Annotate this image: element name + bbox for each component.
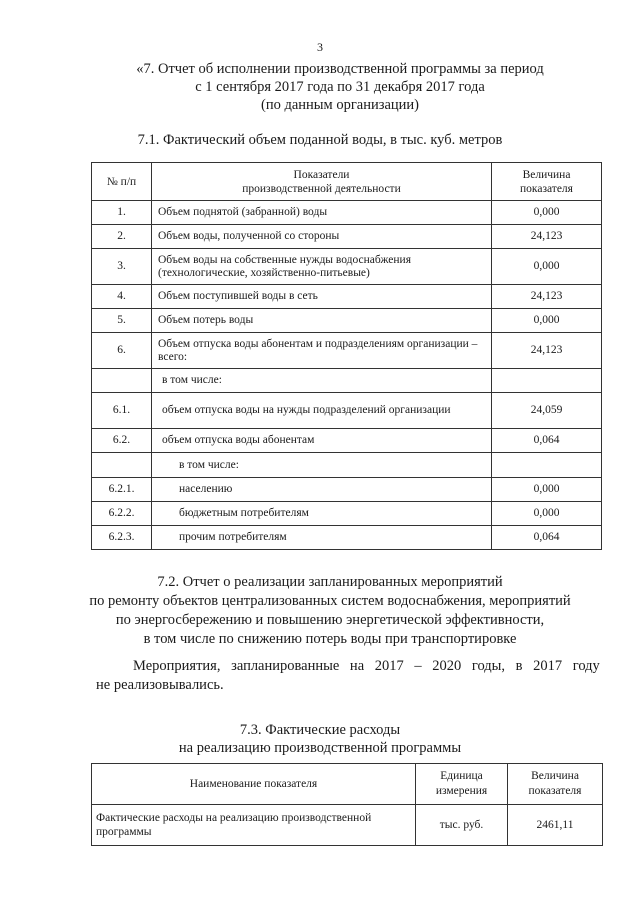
section-7-2-title-line-4: в том числе по снижению потерь воды при транспортировке [143, 631, 517, 647]
heading-line-3: (по данным организации) [260, 97, 419, 113]
row-num [92, 369, 152, 393]
row-value: 0,064 [492, 429, 602, 453]
row-value: 0,000 [492, 502, 602, 526]
water-volume-table [91, 162, 602, 550]
header-value [508, 764, 603, 805]
header-value [492, 163, 602, 201]
section-7-2-title [60, 573, 600, 649]
row-label: Фактические расходы на реализацию производственной программы [92, 805, 416, 846]
header-num: № п/п [92, 163, 152, 201]
section-7-2-title-line-3: по энергосбережению и повышению энергетической эффективности, [115, 612, 545, 628]
header-value-line-2: показателя [520, 182, 573, 195]
row-num: 6.2.2. [92, 502, 152, 526]
table-row [92, 502, 602, 526]
header-value-line-1: Величина [531, 770, 579, 782]
section-7-3-title-line-2: на реализацию производственной программы [178, 740, 462, 756]
row-num: 6. [92, 333, 152, 369]
row-value: 2461,11 [508, 805, 603, 846]
row-value: 24,123 [492, 225, 602, 249]
row-value: 24,123 [492, 333, 602, 369]
table-row [92, 285, 602, 309]
row-label: в том числе: [152, 453, 492, 478]
row-num: 6.1. [92, 393, 152, 429]
section-7-1-title: 7.1. Фактический объем поданной воды, в тыс. куб. метров [137, 132, 503, 148]
section-7-3-title [0, 721, 640, 757]
row-value: 0,000 [492, 478, 602, 502]
table-row [92, 805, 603, 846]
table-row [92, 333, 602, 369]
row-value [492, 453, 602, 478]
header-value-line-1: Величина [522, 168, 571, 181]
row-label: Объем воды, полученной со стороны [152, 225, 492, 249]
header-unit [416, 764, 508, 805]
row-num: 5. [92, 309, 152, 333]
row-num: 2. [92, 225, 152, 249]
table-row [92, 453, 602, 478]
row-label: Объем воды на собственные нужды водоснабжения (технологические, хозяйственно-питьевые) [152, 249, 492, 285]
row-value: 0,064 [492, 526, 602, 550]
row-label: Объем отпуска воды абонентам и подразделениям организации – всего: [152, 333, 492, 369]
row-label: прочим потребителям [152, 526, 492, 550]
section-7-2-title-line-2: по ремонту объектов централизованных систем водоснабжения, мероприятий [89, 593, 571, 609]
row-label: Объем поступившей воды в сеть [152, 285, 492, 309]
table-row [92, 369, 602, 393]
row-num: 1. [92, 201, 152, 225]
row-value: 0,000 [492, 201, 602, 225]
table-header-row [92, 764, 603, 805]
paragraph-line-1: Мероприятия, запланированные на 2017 – 2020 годы, в 2017 году [133, 658, 600, 674]
paragraph-line-2: не реализовывались. [96, 677, 224, 693]
table-row [92, 393, 602, 429]
header-unit-line-2: измерения [435, 785, 488, 797]
row-value: 0,000 [492, 249, 602, 285]
row-num: 3. [92, 249, 152, 285]
row-num [92, 453, 152, 478]
row-label: населению [152, 478, 492, 502]
section-7-3-title-line-1: 7.3. Фактические расходы [239, 722, 401, 738]
row-value: 24,059 [492, 393, 602, 429]
row-unit: тыс. руб. [416, 805, 508, 846]
table-row [92, 526, 602, 550]
row-label: в том числе: [152, 369, 492, 393]
row-value: 0,000 [492, 309, 602, 333]
heading-line-1: «7. Отчет об исполнении производственной программы за период [136, 61, 544, 77]
row-value [492, 369, 602, 393]
row-label: Объем потерь воды [152, 309, 492, 333]
header-name: Наименование показателя [92, 764, 416, 805]
row-num: 4. [92, 285, 152, 309]
expenses-table [91, 763, 603, 846]
header-value-line-2: показателя [528, 785, 582, 797]
header-unit-line-1: Единица [440, 770, 483, 782]
row-label: объем отпуска воды на нужды подразделений организации [152, 393, 492, 429]
header-indicator [152, 163, 492, 201]
row-value: 24,123 [492, 285, 602, 309]
page-number: 3 [317, 40, 323, 54]
row-num: 6.2.3. [92, 526, 152, 550]
table-row [92, 309, 602, 333]
row-num: 6.2.1. [92, 478, 152, 502]
row-label: бюджетным потребителям [152, 502, 492, 526]
section-7-2-paragraph [96, 657, 602, 695]
section-7-2-title-line-1: 7.2. Отчет о реализации запланированных мероприятий [157, 574, 503, 590]
header-indicator-line-1: Показатели [293, 168, 350, 181]
table-row [92, 249, 602, 285]
header-indicator-line-2: производственной деятельности [242, 182, 401, 195]
table-row [92, 429, 602, 453]
report-heading [120, 60, 560, 114]
table-header-row [92, 163, 602, 201]
row-label: объем отпуска воды абонентам [152, 429, 492, 453]
row-num: 6.2. [92, 429, 152, 453]
row-label: Объем поднятой (забранной) воды [152, 201, 492, 225]
heading-line-2: с 1 сентября 2017 года по 31 декабря 2017 года [195, 79, 485, 95]
table-row [92, 201, 602, 225]
table-row [92, 478, 602, 502]
table-row [92, 225, 602, 249]
